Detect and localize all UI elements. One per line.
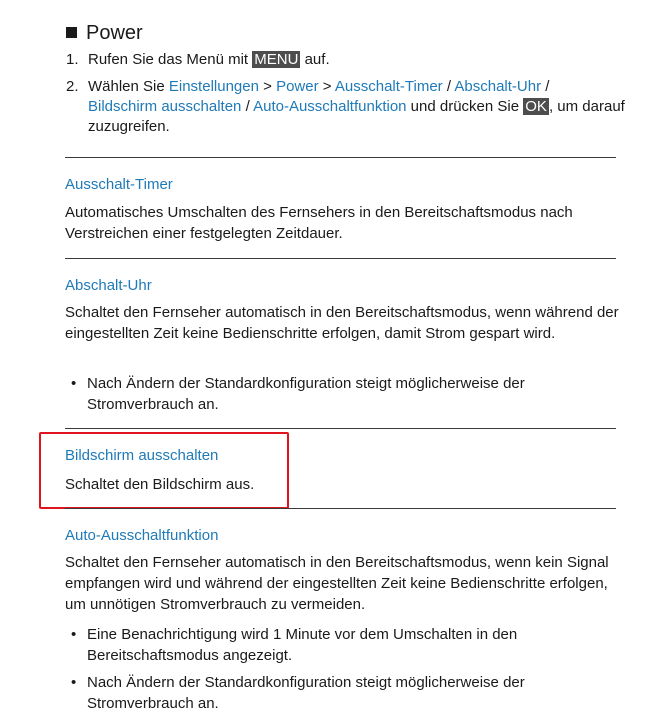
list-item: [71, 624, 616, 666]
link-auto-ausschaltfunktion[interactable]: Auto-Ausschaltfunktion: [253, 98, 407, 115]
path-separator: >: [318, 78, 335, 95]
link-power[interactable]: Power: [276, 78, 319, 95]
bullet-icon: •: [71, 375, 77, 392]
step-number: 1.: [66, 51, 79, 68]
steps-list: [66, 50, 626, 144]
step-number: 2.: [66, 78, 79, 95]
section-text-ausschalt-timer: Automatisches Umschalten des Fernsehers in den Bereitschaftsmodus nach Verstreichen einer festgelegten Zeitdauer.: [65, 204, 573, 242]
page-title-text: Power: [86, 22, 143, 44]
list-item: [71, 672, 616, 714]
step-text: Wählen Sie: [88, 78, 169, 95]
highlight-box: [39, 432, 289, 509]
bullet-icon: •: [71, 626, 77, 643]
section-text-abschalt-uhr: Schaltet den Fernseher automatisch in den Bereitschaftsmodus, wenn während der eingestellten Zeit keine Bedienschritte erfolgen, damit Strom gespart wird.: [65, 304, 619, 342]
divider: [65, 157, 616, 158]
divider: [65, 258, 616, 259]
link-bildschirm-ausschalten[interactable]: Bildschirm ausschalten: [88, 98, 242, 115]
divider: [65, 508, 616, 509]
divider: [65, 428, 616, 429]
step-text: Rufen Sie das Menü mit: [88, 51, 253, 68]
section-title-auto-ausschaltfunktion: Auto-Ausschaltfunktion: [65, 527, 219, 544]
path-separator: /: [442, 78, 455, 95]
list-item: [71, 373, 616, 415]
section-title-bildschirm-ausschalten: Bildschirm ausschalten: [65, 447, 219, 464]
step-text: auf.: [300, 51, 330, 68]
page-title: [66, 21, 143, 45]
bullet-text: Nach Ändern der Standardkonfiguration steigt möglicherweise der Stromverbrauch an.: [87, 674, 525, 712]
section-text-bildschirm-ausschalten: Schaltet den Bildschirm aus.: [65, 476, 255, 493]
link-einstellungen[interactable]: Einstellungen: [168, 78, 259, 95]
bullet-icon: •: [71, 674, 77, 691]
ok-key-label: OK: [525, 98, 547, 115]
path-separator: /: [541, 78, 550, 95]
section-title-ausschalt-timer: Ausschalt-Timer: [65, 176, 173, 193]
step-1: [66, 50, 626, 70]
square-bullet-icon: [66, 27, 77, 38]
step-2: [66, 77, 626, 137]
path-separator: >: [258, 78, 277, 95]
menu-key-label: MENU: [254, 51, 299, 68]
section-title-abschalt-uhr: Abschalt-Uhr: [65, 277, 152, 294]
bullet-text: Eine Benachrichtigung wird 1 Minute vor dem Umschalten in den Bereitschaftsmodus angezeigt.: [87, 626, 518, 664]
bullet-text: Nach Ändern der Standardkonfiguration steigt möglicherweise der Stromverbrauch an.: [87, 375, 525, 413]
section-text-auto-ausschaltfunktion: Schaltet den Fernseher automatisch in den Bereitschaftsmodus, wenn kein Signal empfangen wird und während der eingestellten Zeit keine Bedienschritte erfolgen, um unnötigen Stromverbrauch zu vermeiden.: [65, 554, 609, 613]
step-text: , um darauf zuzugreifen.: [88, 98, 625, 135]
path-separator: /: [241, 98, 254, 115]
link-abschalt-uhr[interactable]: Abschalt-Uhr: [454, 78, 542, 95]
link-ausschalt-timer[interactable]: Ausschalt-Timer: [334, 78, 443, 95]
step-text: und drücken Sie: [406, 98, 524, 115]
